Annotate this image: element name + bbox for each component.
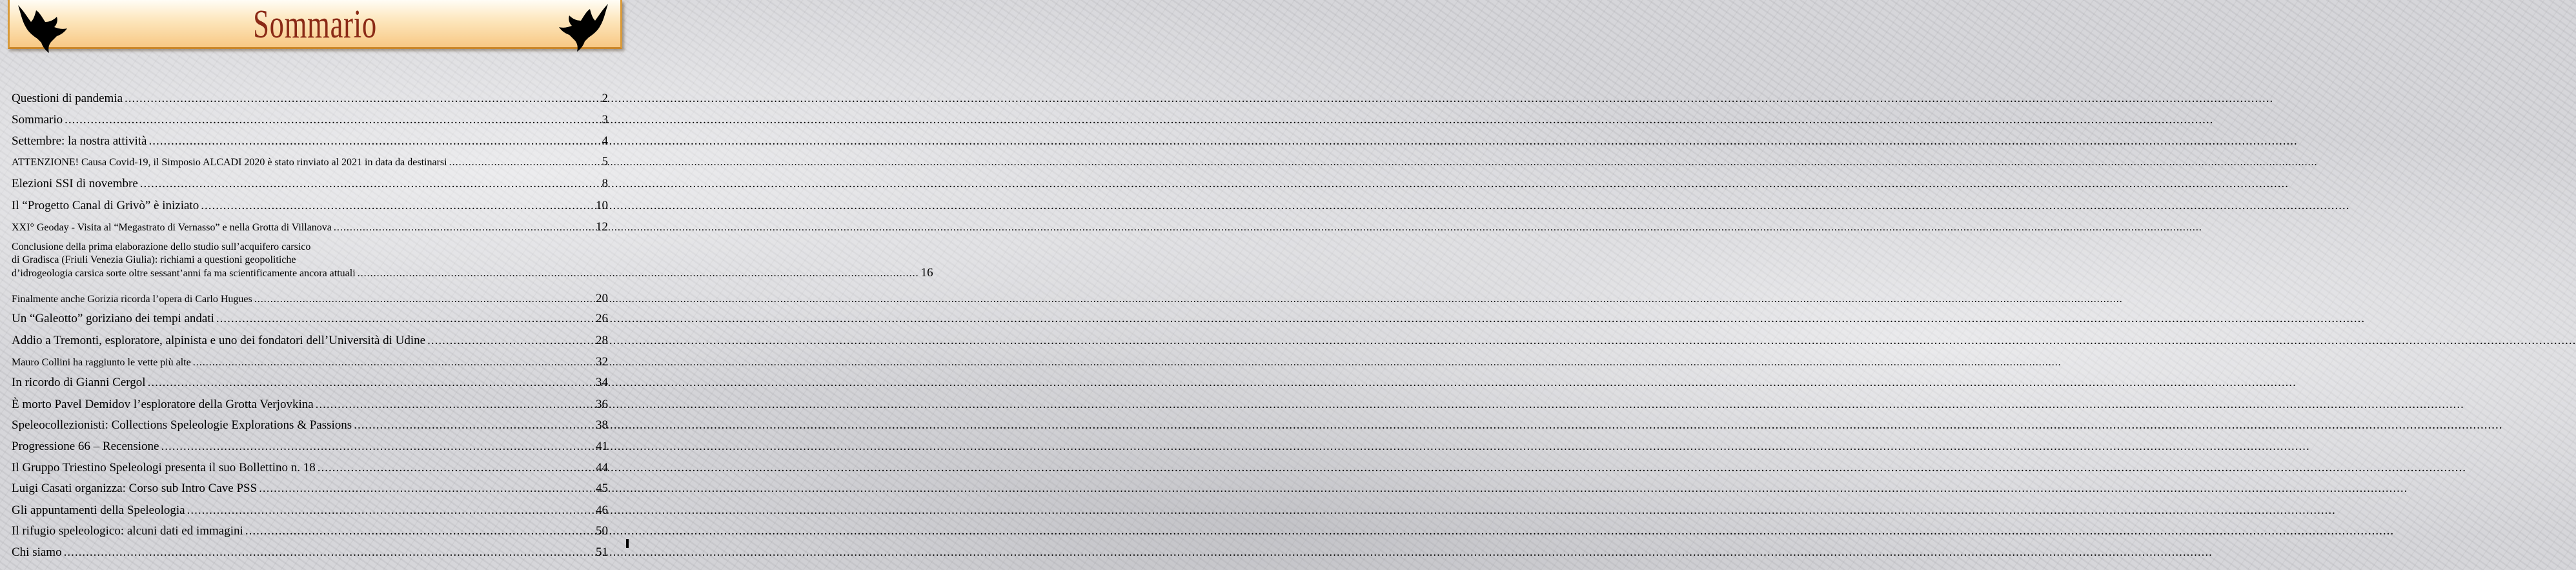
page-title: Sommario xyxy=(253,3,377,46)
page-number: 45 xyxy=(596,482,608,495)
page-number: 28 xyxy=(596,334,608,347)
bat-icon xyxy=(12,1,67,53)
toc-entry[interactable]: Luigi Casati organizza: Corso sub Intro Cave PSS ..... 45 xyxy=(12,482,608,496)
toc-entry[interactable]: Progressione 66 – Recensione ..... 41 xyxy=(12,440,608,454)
page-number: 2 xyxy=(602,92,608,105)
page-number: 4 xyxy=(602,134,608,148)
toc-entry[interactable]: XXI° Geoday - Visita al “Megastrato di Vernasso” e nella Grotta di Villanova ..... 12 xyxy=(12,220,608,235)
page-number: 12 xyxy=(596,220,608,234)
leader-dots xyxy=(334,221,594,235)
page-number: 44 xyxy=(596,461,608,474)
toc-entry[interactable]: Gli appuntamenti della Speleologia ..... 46 xyxy=(12,504,608,518)
toc-entry[interactable]: Il rifugio speleologico: alcuni dati ed immagini ..... 50 xyxy=(12,524,608,538)
toc-entry[interactable]: Un “Galeotto” goriziano dei tempi andati ..... 26 xyxy=(12,312,608,326)
toc-entry-multiline[interactable]: Conclusione della prima elaborazione dello studio sull’acquifero carsico di Gradisca (Friuli Venezia Giulia): richiami a questioni geopolitiche d’idrogeologia carsica sorte oltre sessant’anni fa ma scientificamente ancora attuali .............................................................................................................................................................................. 16 xyxy=(12,241,933,280)
toc-entry[interactable]: Il “Progetto Canal di Grivò” è iniziato ..... 10 xyxy=(12,199,608,213)
page-number: 34 xyxy=(596,376,608,389)
page-number: 36 xyxy=(596,398,608,411)
page-number: 50 xyxy=(596,524,608,538)
toc-entry[interactable]: In ricordo di Gianni Cergol ..... 34 xyxy=(12,376,608,390)
toc-entry[interactable]: È morto Pavel Demidov l’esploratore della Grotta Verjovkina ..... 36 xyxy=(12,398,608,412)
page-number: 46 xyxy=(596,504,608,517)
page-number: 8 xyxy=(602,177,608,190)
toc-entry[interactable]: ATTENZIONE! Causa Covid-19, il Simposio ALCADI 2020 è stato rinviato al 2021 in data da destinarsi ..... 5 xyxy=(12,155,608,170)
page-number: 16 xyxy=(920,266,933,280)
page-number: 32 xyxy=(596,355,608,369)
leader-dots xyxy=(254,292,594,307)
page-number: 20 xyxy=(596,292,608,305)
leader-dots xyxy=(148,134,600,148)
page-number: 51 xyxy=(596,545,608,559)
leader-dots xyxy=(193,356,594,370)
page-number: 26 xyxy=(596,312,608,325)
page-number: 38 xyxy=(596,418,608,432)
toc-entry[interactable]: Finalmente anche Gorizia ricorda l’opera di Carlo Hugues ..... 20 xyxy=(12,292,608,307)
toc-entry[interactable]: Il Gruppo Triestino Speleologi presenta il suo Bollettino n. 18 ..... 44 xyxy=(12,461,608,475)
leader-dots: .............................................................................................................................................................................. xyxy=(357,268,919,279)
leader-dots xyxy=(316,398,594,412)
page-number: 10 xyxy=(596,199,608,212)
leader-dots xyxy=(449,156,600,170)
edge-mark xyxy=(626,539,629,548)
leader-dots xyxy=(125,92,600,106)
leader-dots xyxy=(187,504,594,518)
toc-entry[interactable]: Sommario ..... 3 xyxy=(12,113,608,127)
leader-dots xyxy=(140,177,600,191)
leader-dots xyxy=(201,199,594,213)
bat-icon xyxy=(559,1,614,53)
leader-dots xyxy=(259,482,594,496)
leader-dots xyxy=(65,113,600,127)
page-number: 41 xyxy=(596,440,608,453)
leader-dots xyxy=(245,524,594,538)
toc-entry[interactable]: Speleocollezionisti: Collections Speleologie Explorations & Passions ..... 38 xyxy=(12,418,608,433)
leader-dots xyxy=(216,312,594,326)
page-number: 3 xyxy=(602,113,608,127)
leader-dots xyxy=(354,418,594,433)
toc-entry[interactable]: Elezioni SSI di novembre ..... 8 xyxy=(12,177,608,191)
toc-entry[interactable]: Questioni di pandemia ..... 2 xyxy=(12,92,608,106)
toc-entry[interactable]: Settembre: la nostra attività ..... 4 xyxy=(12,134,608,148)
leader-dots xyxy=(64,545,594,560)
toc-entry[interactable]: Addio a Tremonti, esploratore, alpinista e uno dei fondatori dell’Università di Udine ..... 28 xyxy=(12,334,608,348)
page-number: 5 xyxy=(602,155,608,168)
leader-dots xyxy=(161,440,594,454)
toc-entry[interactable]: Chi siamo ..... 51 xyxy=(12,545,608,560)
toc-entry[interactable]: Mauro Collini ha raggiunto le vette più alte ..... 32 xyxy=(12,355,608,370)
header-banner xyxy=(8,0,622,49)
leader-dots xyxy=(318,461,594,475)
leader-dots xyxy=(427,334,594,348)
leader-dots xyxy=(148,376,594,390)
